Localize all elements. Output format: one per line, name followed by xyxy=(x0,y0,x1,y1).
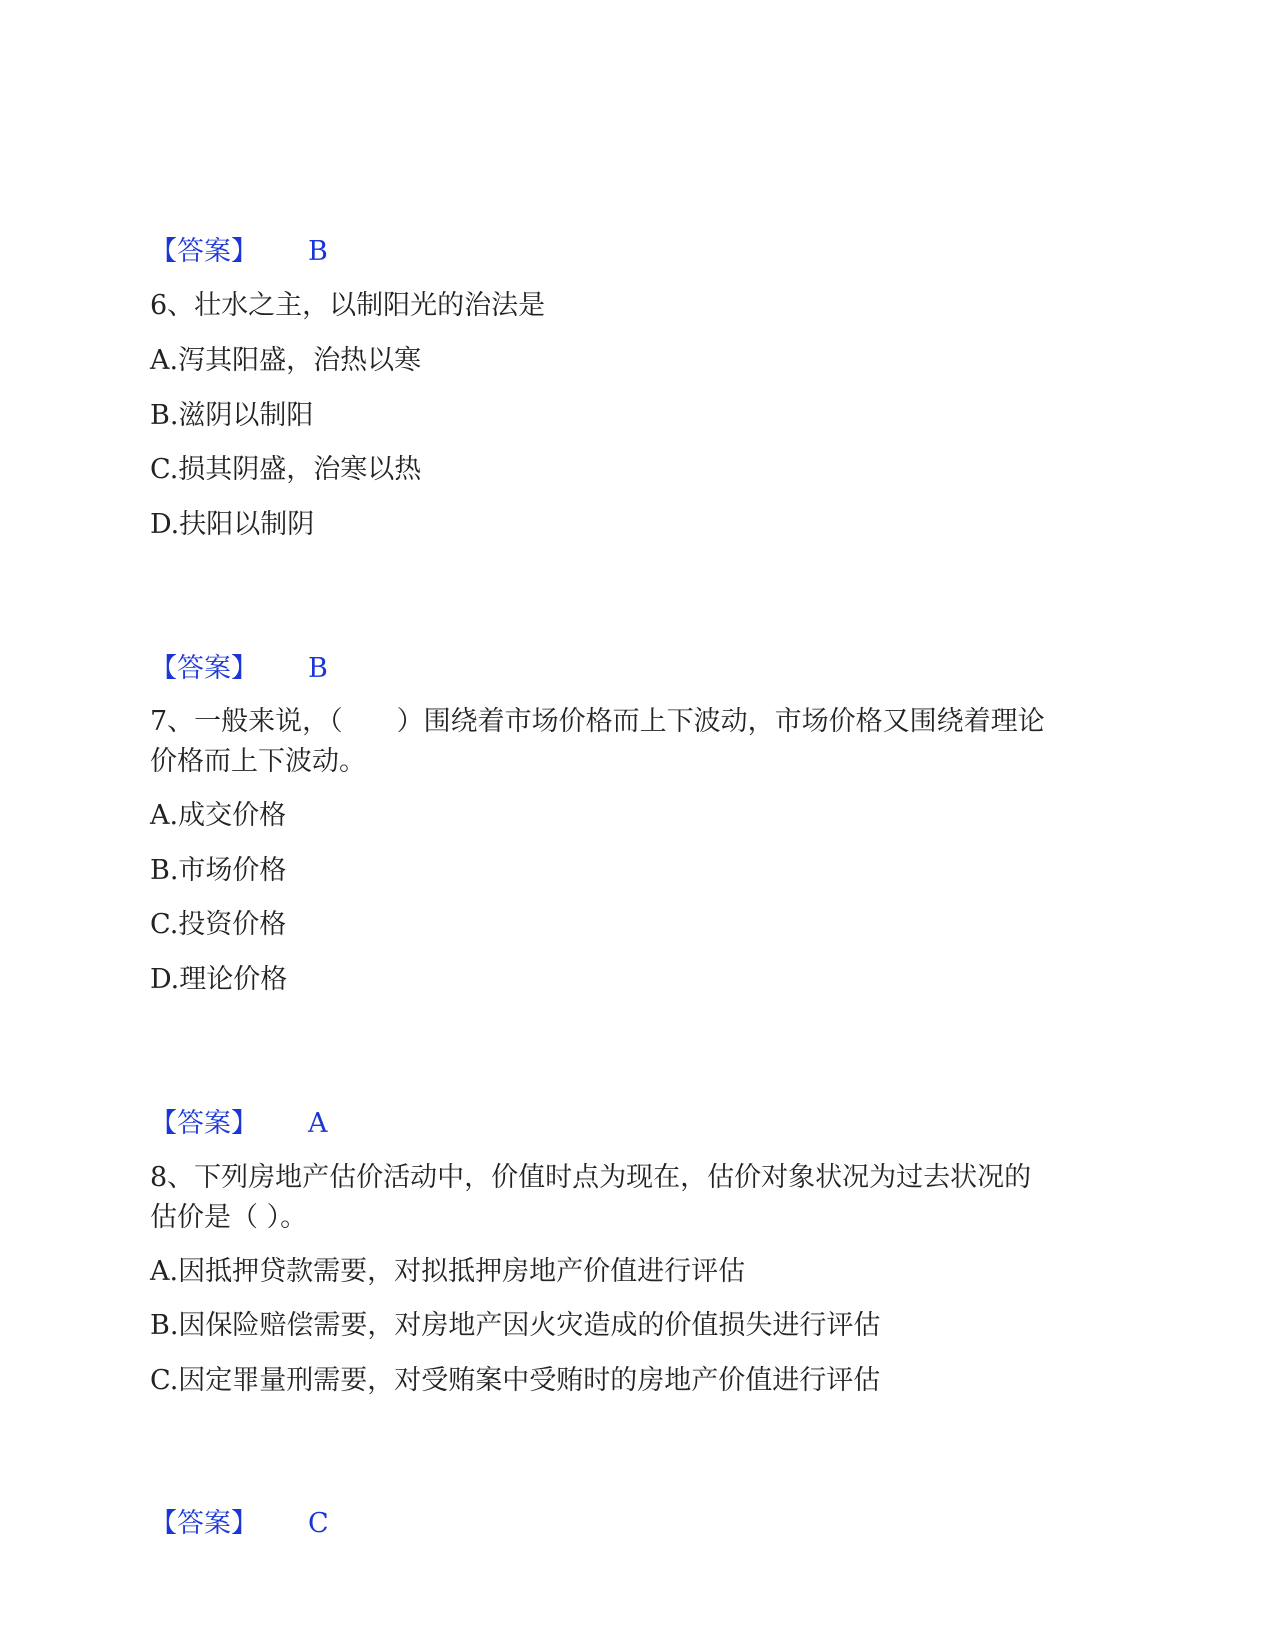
option-b: B.因保险赔偿需要，对房地产因火灾造成的价值损失进行评估 xyxy=(150,1310,881,1341)
option-b: B.市场价格 xyxy=(150,855,287,886)
option-b: B.滋阴以制阳 xyxy=(150,400,314,431)
answer-row xyxy=(150,649,328,689)
option-d: D.扶阳以制阴 xyxy=(150,509,315,540)
answer-label: 【答案】 xyxy=(150,1508,258,1539)
option-c: C.损其阴盛，治寒以热 xyxy=(150,454,422,485)
option-a: A.因抵押贷款需要，对拟抵押房地产价值进行评估 xyxy=(150,1256,746,1287)
answer-row xyxy=(150,1104,328,1144)
question-text-line1: 8、下列房地产估价活动中，价值时点为现在，估价对象状况为过去状况的 xyxy=(150,1162,1032,1193)
answer-value: C xyxy=(308,1508,329,1539)
answer-value: B xyxy=(308,653,328,684)
option-a: A.成交价格 xyxy=(150,800,287,831)
answer-value: A xyxy=(308,1108,328,1139)
question-text-line1: 7、一般来说，（ ）围绕着市场价格而上下波动，市场价格又围绕着理论 xyxy=(150,706,1045,737)
answer-label: 【答案】 xyxy=(150,236,258,267)
answer-label: 【答案】 xyxy=(150,653,258,684)
question-text: 6、壮水之主，以制阳光的治法是 xyxy=(150,290,546,321)
answer-value: B xyxy=(308,236,328,267)
option-a: A.泻其阳盛，治热以寒 xyxy=(150,345,422,376)
question-text-line2: 估价是（ ）。 xyxy=(150,1202,308,1233)
question-text-line2: 价格而上下波动。 xyxy=(150,746,366,777)
answer-row xyxy=(150,1504,329,1544)
option-c: C.投资价格 xyxy=(150,909,287,940)
option-c: C.因定罪量刑需要，对受贿案中受贿时的房地产价值进行评估 xyxy=(150,1365,881,1396)
option-d: D.理论价格 xyxy=(150,964,288,995)
answer-row xyxy=(150,232,328,272)
answer-label: 【答案】 xyxy=(150,1108,258,1139)
